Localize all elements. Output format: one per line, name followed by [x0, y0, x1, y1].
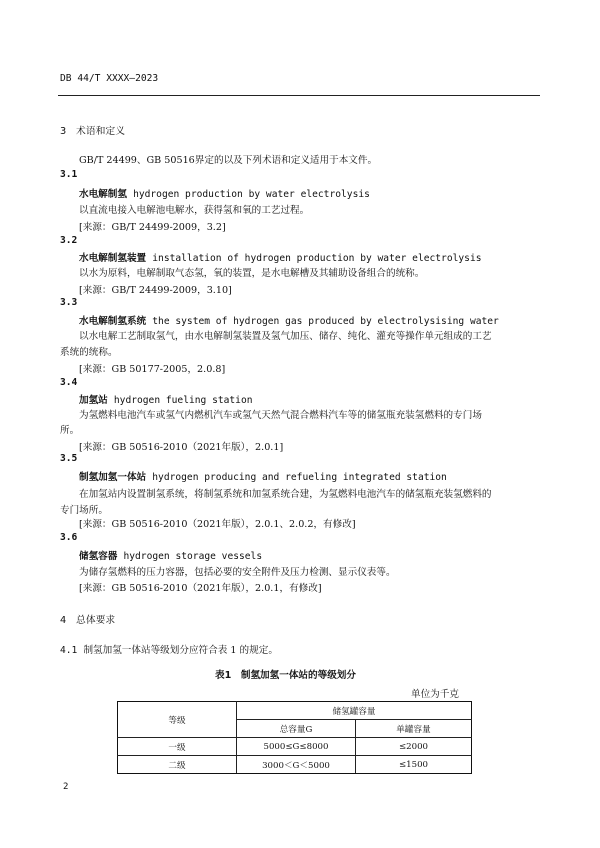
- clause-text: 制氢加氢一体站等级划分应符合表 1 的规定。: [83, 645, 278, 656]
- term-number: 3.5: [60, 453, 78, 464]
- term-title: [79, 250, 482, 264]
- table-unit: 单位为千克: [411, 689, 459, 700]
- header-total-capacity: 总容量G: [237, 720, 356, 738]
- header-rule: [58, 95, 540, 96]
- term-number: 3.2: [60, 235, 78, 246]
- cell-grade: 二级: [118, 756, 237, 774]
- term-definition: 以直流电接入电解池电解水，获得氢和氧的工艺过程。: [79, 205, 310, 216]
- term-title-cn: 水电解制氢: [79, 189, 127, 200]
- term-title: [79, 548, 262, 562]
- clause-4-1: [60, 642, 278, 656]
- term-source: [来源：GB 50516-2010（2021年版），2.0.1、2.0.2，有修改]: [79, 519, 356, 530]
- section-4-heading: 4 总体要求: [60, 615, 116, 626]
- section-3-intro: GB/T 24499、GB 50516界定的以及下列术语和定义适用于本文件。: [79, 155, 378, 166]
- header-single-capacity: 单罐容量: [356, 720, 472, 738]
- term-number: 3.1: [60, 169, 78, 180]
- cell-total: 5000≤G≤8000: [237, 738, 356, 756]
- cell-single: ≤2000: [356, 738, 472, 756]
- term-source: [来源：GB 50177-2005，2.0.8]: [79, 364, 226, 375]
- term-title-en: installation of hydrogen production by water electrolysis: [152, 253, 482, 264]
- term-definition-cont: 专门场所。: [60, 505, 108, 516]
- term-definition-cont: 系统的统称。: [60, 347, 118, 358]
- header-storage-capacity: 储氢罐容量: [237, 702, 472, 720]
- cell-grade: 一级: [118, 738, 237, 756]
- table-header-row: [118, 702, 472, 720]
- term-number: 3.6: [60, 532, 78, 543]
- term-title-cn: 加氢站: [79, 395, 108, 406]
- term-definition: 为氢燃料电池汽车或氢气内燃机汽车或氢气天然气混合燃料汽车等的储氢瓶充装氢燃料的专门场: [79, 410, 482, 421]
- term-definition: 以水为原料，电解制取气态氢，氧的装置，是水电解槽及其辅助设备组合的统称。: [79, 268, 425, 279]
- clause-number: 4.1: [60, 645, 78, 656]
- term-source: [来源：GB 50516-2010（2021年版），2.0.1]: [79, 442, 284, 453]
- term-title: [79, 469, 447, 483]
- table-row: [118, 756, 472, 774]
- table-row: [118, 738, 472, 756]
- document-code: DB 44/T XXXX—2023: [60, 73, 159, 84]
- term-title: [79, 313, 499, 327]
- term-definition: 在加氢站内设置制氢系统，将制氢系统和加氢系统合建，为氢燃料电池汽车的储氢瓶充装氢燃料的: [79, 489, 492, 500]
- term-number: 3.4: [60, 377, 78, 388]
- term-title-cn: 储氢容器: [79, 551, 118, 562]
- term-title-cn: 制氢加氢一体站: [79, 472, 147, 483]
- term-source: [来源：GB 50516-2010（2021年版），2.0.1，有修改]: [79, 583, 322, 594]
- term-title-en: hydrogen fueling station: [113, 395, 253, 406]
- section-3-heading: 3 术语和定义: [60, 126, 126, 137]
- term-title: [79, 186, 370, 200]
- term-title-cn: 水电解制氢装置: [79, 253, 147, 264]
- term-definition: 为储存氢燃料的压力容器，包括必要的安全附件及压力检测、显示仪表等。: [79, 567, 396, 578]
- cell-total: 3000＜G＜5000: [237, 756, 356, 774]
- page-number: 2: [63, 782, 69, 792]
- term-title-cn: 水电解制氢系统: [79, 316, 147, 327]
- term-source: [来源：GB/T 24499-2009，3.2]: [79, 222, 226, 233]
- term-source: [来源：GB/T 24499-2009，3.10]: [79, 285, 232, 296]
- term-title-en: hydrogen producing and refueling integrated station: [152, 472, 447, 483]
- term-definition-cont: 所。: [60, 425, 80, 436]
- cell-single: ≤1500: [356, 756, 472, 774]
- term-definition: 以水电解工艺制取氢气，由水电解制氢装置及氢气加压、储存、纯化、灌充等操作单元组成的工艺: [79, 331, 492, 342]
- table-caption: 表1 制氢加氢一体站的等级划分: [215, 670, 356, 681]
- header-grade: 等级: [118, 702, 237, 738]
- term-number: 3.3: [60, 297, 78, 308]
- term-title: [79, 392, 253, 406]
- grade-table: [117, 701, 472, 774]
- term-title-en: hydrogen production by water electrolysis: [133, 189, 370, 200]
- term-title-en: hydrogen storage vessels: [123, 551, 263, 562]
- term-title-en: the system of hydrogen gas produced by electrolysising water: [152, 316, 499, 327]
